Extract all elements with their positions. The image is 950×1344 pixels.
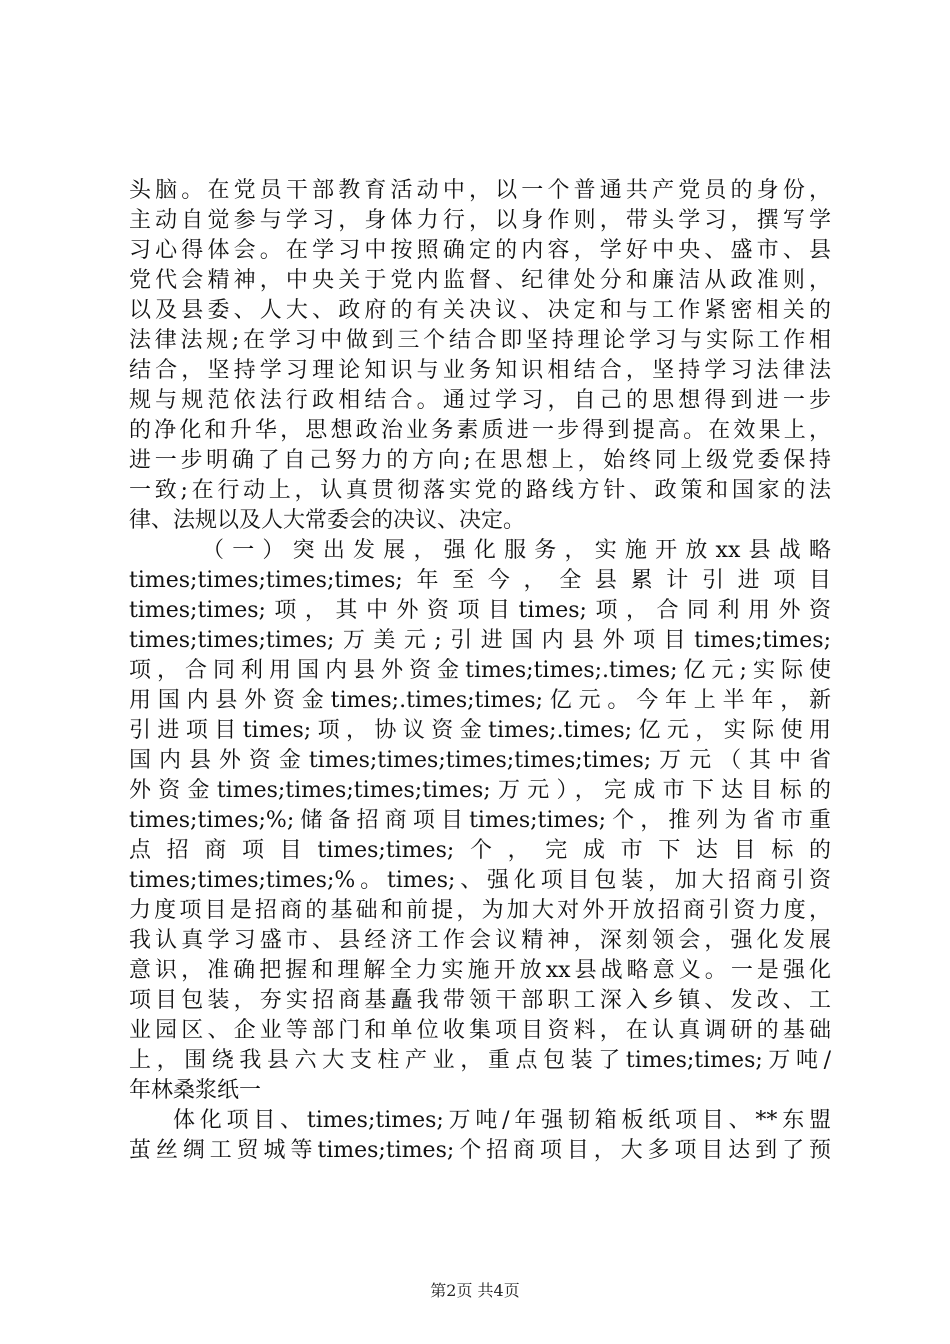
text-line: 习心得体会。在学习中按照确定的内容，学好中央、盛市、县 xyxy=(129,238,831,263)
text-line: 结合，坚持学习理论知识与业务知识相结合，坚持学习法律法 xyxy=(129,358,831,383)
text-line: 意识，准确把握和理解全力实施开放xx县战略意义。一是强化 xyxy=(129,958,831,983)
text-line: 以及县委、人大、政府的有关决议、决定和与工作紧密相关的 xyxy=(129,298,831,323)
text-line: 用国内县外资金times;.times;times;亿元。今年上半年，新 xyxy=(129,688,831,713)
text-line: 外资金times;times;times;times;万元），完成市下达目标的 xyxy=(129,778,831,803)
text-line: 主动自觉参与学习，身体力行，以身作则，带头学习，撰写学 xyxy=(129,208,831,233)
page-footer: 第2页 共4页 xyxy=(430,1281,520,1300)
section-heading-line: （一）突出发展，强化服务，实施开放xx县战略 xyxy=(202,538,831,563)
text-line: 规与规范依法行政相结合。通过学习，自己的思想得到进一步 xyxy=(129,388,831,413)
text-line: times;times;项，其中外资项目times;项，合同利用外资 xyxy=(129,598,831,623)
text-line: 点招商项目times;times;个，完成市下达目标的 xyxy=(129,838,831,863)
text-line: 我认真学习盛市、县经济工作会议精神，深刻领会，强化发展 xyxy=(129,928,831,953)
text-line: 一致;在行动上，认真贯彻落实党的路线方针、政策和国家的法 xyxy=(129,478,831,503)
text-line: 体化项目、times;times;万吨/年强韧箱板纸项目、**东盟 xyxy=(173,1108,831,1133)
text-line: times;times;times;%。times;、强化项目包装，加大招商引资 xyxy=(129,868,831,893)
text-line: 的净化和升华，思想政治业务素质进一步得到提高。在效果上， xyxy=(129,418,831,443)
text-line: 力度项目是招商的基础和前提，为加大对外开放招商引资力度， xyxy=(129,898,831,923)
text-line: 年林桑浆纸一 xyxy=(129,1078,262,1103)
body-text xyxy=(129,176,831,1166)
text-line: 业园区、企业等部门和单位收集项目资料，在认真调研的基础 xyxy=(129,1018,831,1043)
text-line: times;times;times;times;年至今，全县累计引进项目 xyxy=(129,568,831,593)
text-line: 项目包装，夯实招商基矗我带领干部职工深入乡镇、发改、工 xyxy=(129,988,831,1013)
text-line: 国内县外资金times;times;times;times;times;万元（其中省 xyxy=(129,748,831,773)
text-line: 法律法规;在学习中做到三个结合即坚持理论学习与实际工作相 xyxy=(129,328,831,353)
text-line: times;times;times;万美元;引进国内县外项目times;times; xyxy=(129,628,831,653)
text-line: 头脑。在党员干部教育活动中，以一个普通共产党员的身份， xyxy=(129,178,831,203)
text-line: times;times;%;储备招商项目times;times;个，推列为省市重 xyxy=(129,808,831,833)
text-line: 党代会精神，中央关于党内监督、纪律处分和廉洁从政准则， xyxy=(129,268,831,293)
text-line: 项，合同利用国内县外资金times;times;.times;亿元;实际使 xyxy=(129,658,831,683)
text-line: 茧丝绸工贸城等times;times;个招商项目，大多项目达到了预 xyxy=(129,1138,831,1163)
text-line: 上，围绕我县六大支柱产业，重点包装了times;times;万吨/ xyxy=(129,1048,831,1073)
text-line: 进一步明确了自己努力的方向;在思想上，始终同上级党委保持 xyxy=(129,448,831,473)
text-line: 引进项目times;项，协议资金times;.times;亿元，实际使用 xyxy=(129,718,831,743)
text-line: 律、法规以及人大常委会的决议、决定。 xyxy=(129,508,526,533)
